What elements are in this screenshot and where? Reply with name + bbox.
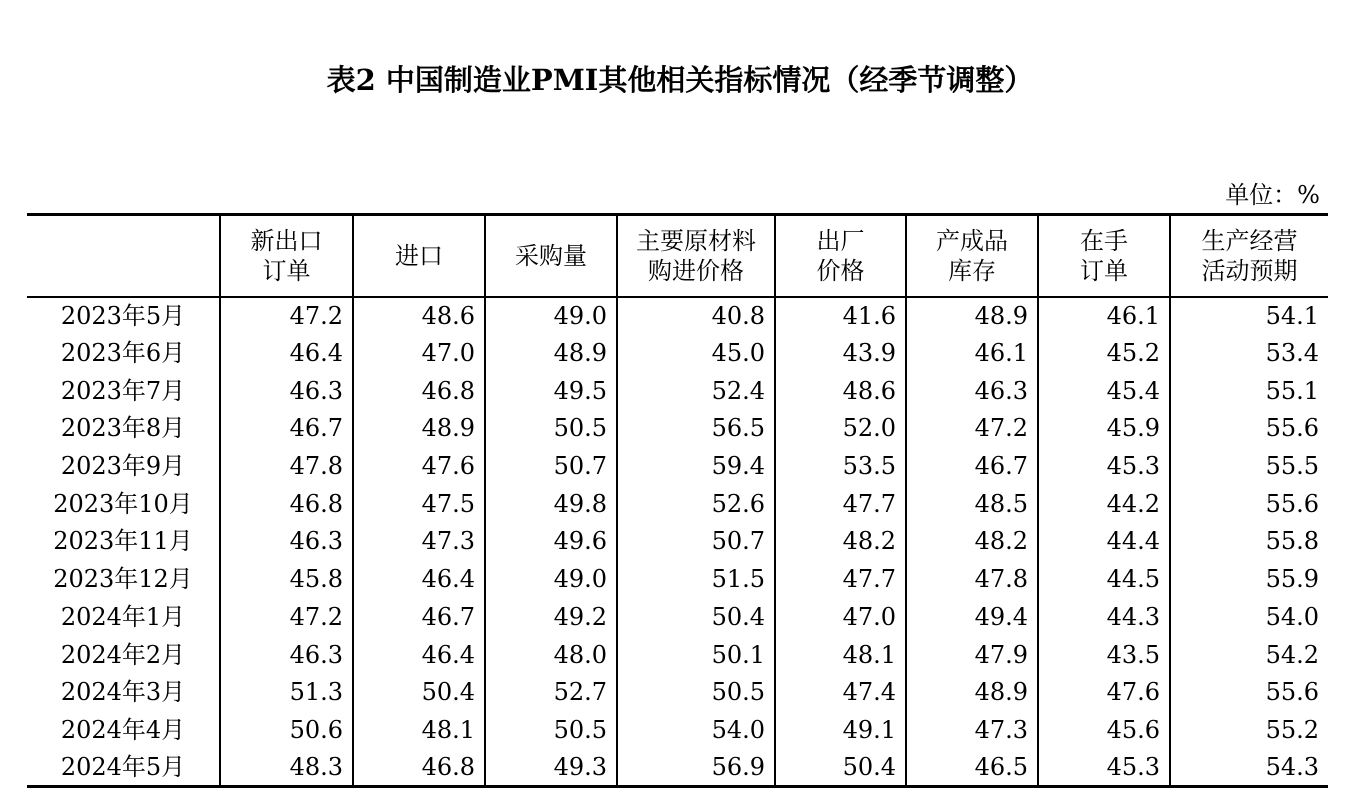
value-cell: 59.4 xyxy=(617,447,775,485)
value-cell: 50.4 xyxy=(775,749,906,787)
value-cell: 45.0 xyxy=(617,334,775,372)
value-cell: 50.7 xyxy=(617,523,775,561)
value-cell: 49.2 xyxy=(485,598,617,636)
value-cell: 55.5 xyxy=(1170,447,1328,485)
column-header-line1: 新出口 xyxy=(250,226,323,255)
value-cell: 49.0 xyxy=(485,297,617,335)
value-cell: 48.9 xyxy=(485,334,617,372)
column-header-line1: 生产经营 xyxy=(1201,226,1298,255)
table-row xyxy=(27,372,1328,410)
table-body xyxy=(27,297,1328,787)
value-cell: 49.0 xyxy=(485,560,617,598)
value-cell: 48.6 xyxy=(353,297,485,335)
value-cell: 46.8 xyxy=(220,485,353,523)
value-cell: 46.7 xyxy=(220,410,353,448)
value-cell: 50.5 xyxy=(485,410,617,448)
month-cell: 2023年11月 xyxy=(53,527,193,556)
value-cell: 47.8 xyxy=(906,560,1038,598)
value-cell: 48.3 xyxy=(220,749,353,787)
month-cell: 2023年8月 xyxy=(60,414,186,443)
value-cell: 45.9 xyxy=(1038,410,1170,448)
value-cell: 50.5 xyxy=(485,711,617,749)
value-cell: 47.8 xyxy=(220,447,353,485)
column-header-line2: 活动预期 xyxy=(1201,256,1298,285)
column-header xyxy=(220,215,353,297)
value-cell: 50.4 xyxy=(617,598,775,636)
value-cell: 48.1 xyxy=(353,711,485,749)
value-cell: 48.6 xyxy=(775,372,906,410)
value-cell: 50.4 xyxy=(353,673,485,711)
table-row xyxy=(27,636,1328,674)
value-cell: 50.6 xyxy=(220,711,353,749)
column-header xyxy=(775,215,906,297)
value-cell: 46.1 xyxy=(1038,297,1170,335)
value-cell: 48.9 xyxy=(906,297,1038,335)
table-row xyxy=(27,598,1328,636)
value-cell: 47.2 xyxy=(220,598,353,636)
month-cell: 2023年5月 xyxy=(60,301,186,330)
column-header-line1: 出厂 xyxy=(816,226,865,255)
value-cell: 45.6 xyxy=(1038,711,1170,749)
value-cell: 47.2 xyxy=(906,410,1038,448)
value-cell: 46.4 xyxy=(353,636,485,674)
value-cell: 55.6 xyxy=(1170,485,1328,523)
value-cell: 46.3 xyxy=(220,372,353,410)
value-cell: 46.5 xyxy=(906,749,1038,787)
value-cell: 56.9 xyxy=(617,749,775,787)
value-cell: 55.1 xyxy=(1170,372,1328,410)
table-row xyxy=(27,749,1328,787)
value-cell: 52.7 xyxy=(485,673,617,711)
value-cell: 50.5 xyxy=(617,673,775,711)
value-cell: 44.4 xyxy=(1038,523,1170,561)
value-cell: 55.2 xyxy=(1170,711,1328,749)
column-header-line1: 在手 xyxy=(1080,226,1128,255)
value-cell: 45.3 xyxy=(1038,447,1170,485)
value-cell: 56.5 xyxy=(617,410,775,448)
value-cell: 46.7 xyxy=(353,598,485,636)
value-cell: 43.5 xyxy=(1038,636,1170,674)
table-row xyxy=(27,447,1328,485)
value-cell: 50.7 xyxy=(485,447,617,485)
column-header-line2: 库存 xyxy=(948,256,996,285)
month-cell: 2024年2月 xyxy=(60,640,186,669)
value-cell: 55.6 xyxy=(1170,410,1328,448)
value-cell: 47.0 xyxy=(353,334,485,372)
table-row xyxy=(27,711,1328,749)
value-cell: 43.9 xyxy=(775,334,906,372)
value-cell: 46.3 xyxy=(906,372,1038,410)
value-cell: 41.6 xyxy=(775,297,906,335)
column-header xyxy=(906,215,1038,297)
value-cell: 48.2 xyxy=(775,523,906,561)
column-header xyxy=(1038,215,1170,297)
value-cell: 46.7 xyxy=(906,447,1038,485)
value-cell: 44.2 xyxy=(1038,485,1170,523)
value-cell: 48.1 xyxy=(775,636,906,674)
table-row xyxy=(27,560,1328,598)
table-row xyxy=(27,673,1328,711)
column-header xyxy=(485,215,617,297)
column-header xyxy=(617,215,775,297)
column-header xyxy=(353,215,485,297)
table-header-row xyxy=(27,215,1328,297)
table-row xyxy=(27,334,1328,372)
column-header-line2: 购进价格 xyxy=(648,256,744,285)
column-header-line2: 价格 xyxy=(816,256,865,285)
value-cell: 44.5 xyxy=(1038,560,1170,598)
value-cell: 49.8 xyxy=(485,485,617,523)
value-cell: 46.8 xyxy=(353,372,485,410)
value-cell: 54.2 xyxy=(1170,636,1328,674)
value-cell: 48.5 xyxy=(906,485,1038,523)
value-cell: 46.4 xyxy=(353,560,485,598)
column-header-line1: 主要原材料 xyxy=(636,226,756,255)
value-cell: 46.8 xyxy=(353,749,485,787)
value-cell: 49.6 xyxy=(485,523,617,561)
month-cell: 2024年4月 xyxy=(60,715,186,744)
column-header-line2: 订单 xyxy=(1080,256,1128,285)
value-cell: 45.2 xyxy=(1038,334,1170,372)
value-cell: 47.6 xyxy=(353,447,485,485)
value-cell: 55.6 xyxy=(1170,673,1328,711)
value-cell: 54.0 xyxy=(617,711,775,749)
value-cell: 46.3 xyxy=(220,636,353,674)
month-cell: 2023年6月 xyxy=(60,339,186,368)
value-cell: 48.2 xyxy=(906,523,1038,561)
value-cell: 47.3 xyxy=(353,523,485,561)
value-cell: 47.3 xyxy=(906,711,1038,749)
pmi-indicator-table xyxy=(27,213,1328,788)
value-cell: 48.9 xyxy=(906,673,1038,711)
value-cell: 48.9 xyxy=(353,410,485,448)
value-cell: 53.5 xyxy=(775,447,906,485)
value-cell: 47.6 xyxy=(1038,673,1170,711)
value-cell: 55.9 xyxy=(1170,560,1328,598)
value-cell: 46.1 xyxy=(906,334,1038,372)
month-cell: 2024年3月 xyxy=(60,678,186,707)
value-cell: 54.1 xyxy=(1170,297,1328,335)
value-cell: 40.8 xyxy=(617,297,775,335)
value-cell: 47.2 xyxy=(220,297,353,335)
value-cell: 47.0 xyxy=(775,598,906,636)
value-cell: 54.0 xyxy=(1170,598,1328,636)
month-cell: 2023年10月 xyxy=(53,489,193,518)
value-cell: 44.3 xyxy=(1038,598,1170,636)
value-cell: 49.3 xyxy=(485,749,617,787)
month-cell: 2024年5月 xyxy=(27,749,220,787)
value-cell: 47.5 xyxy=(353,485,485,523)
table-row xyxy=(27,523,1328,561)
value-cell: 46.4 xyxy=(220,334,353,372)
value-cell: 52.0 xyxy=(775,410,906,448)
month-cell: 2023年9月 xyxy=(60,452,186,481)
value-cell: 45.8 xyxy=(220,560,353,598)
header-corner-cell xyxy=(27,215,220,297)
table-title: 表2 中国制造业PMI其他相关指标情况（经季节调整） xyxy=(326,63,1034,97)
value-cell: 46.3 xyxy=(220,523,353,561)
month-cell: 2023年12月 xyxy=(53,565,193,594)
value-cell: 55.8 xyxy=(1170,523,1328,561)
value-cell: 49.5 xyxy=(485,372,617,410)
value-cell: 48.0 xyxy=(485,636,617,674)
unit-label: 单位：% xyxy=(1225,181,1320,209)
value-cell: 47.7 xyxy=(775,560,906,598)
value-cell: 53.4 xyxy=(1170,334,1328,372)
value-cell: 47.9 xyxy=(906,636,1038,674)
table-row xyxy=(27,410,1328,448)
table-row xyxy=(27,485,1328,523)
table-row xyxy=(27,297,1328,335)
value-cell: 49.4 xyxy=(906,598,1038,636)
value-cell: 49.1 xyxy=(775,711,906,749)
value-cell: 51.3 xyxy=(220,673,353,711)
value-cell: 52.4 xyxy=(617,372,775,410)
column-header-line1: 采购量 xyxy=(515,241,587,270)
value-cell: 47.7 xyxy=(775,485,906,523)
column-header-line1: 进口 xyxy=(395,241,443,270)
column-header-line2: 订单 xyxy=(262,256,311,285)
column-header xyxy=(1170,215,1328,297)
month-cell: 2024年1月 xyxy=(60,602,186,631)
value-cell: 45.4 xyxy=(1038,372,1170,410)
value-cell: 50.1 xyxy=(617,636,775,674)
column-header-line1: 产成品 xyxy=(936,226,1008,255)
value-cell: 54.3 xyxy=(1170,749,1328,787)
value-cell: 51.5 xyxy=(617,560,775,598)
month-cell: 2023年7月 xyxy=(60,376,186,405)
value-cell: 45.3 xyxy=(1038,749,1170,787)
value-cell: 47.4 xyxy=(775,673,906,711)
value-cell: 52.6 xyxy=(617,485,775,523)
